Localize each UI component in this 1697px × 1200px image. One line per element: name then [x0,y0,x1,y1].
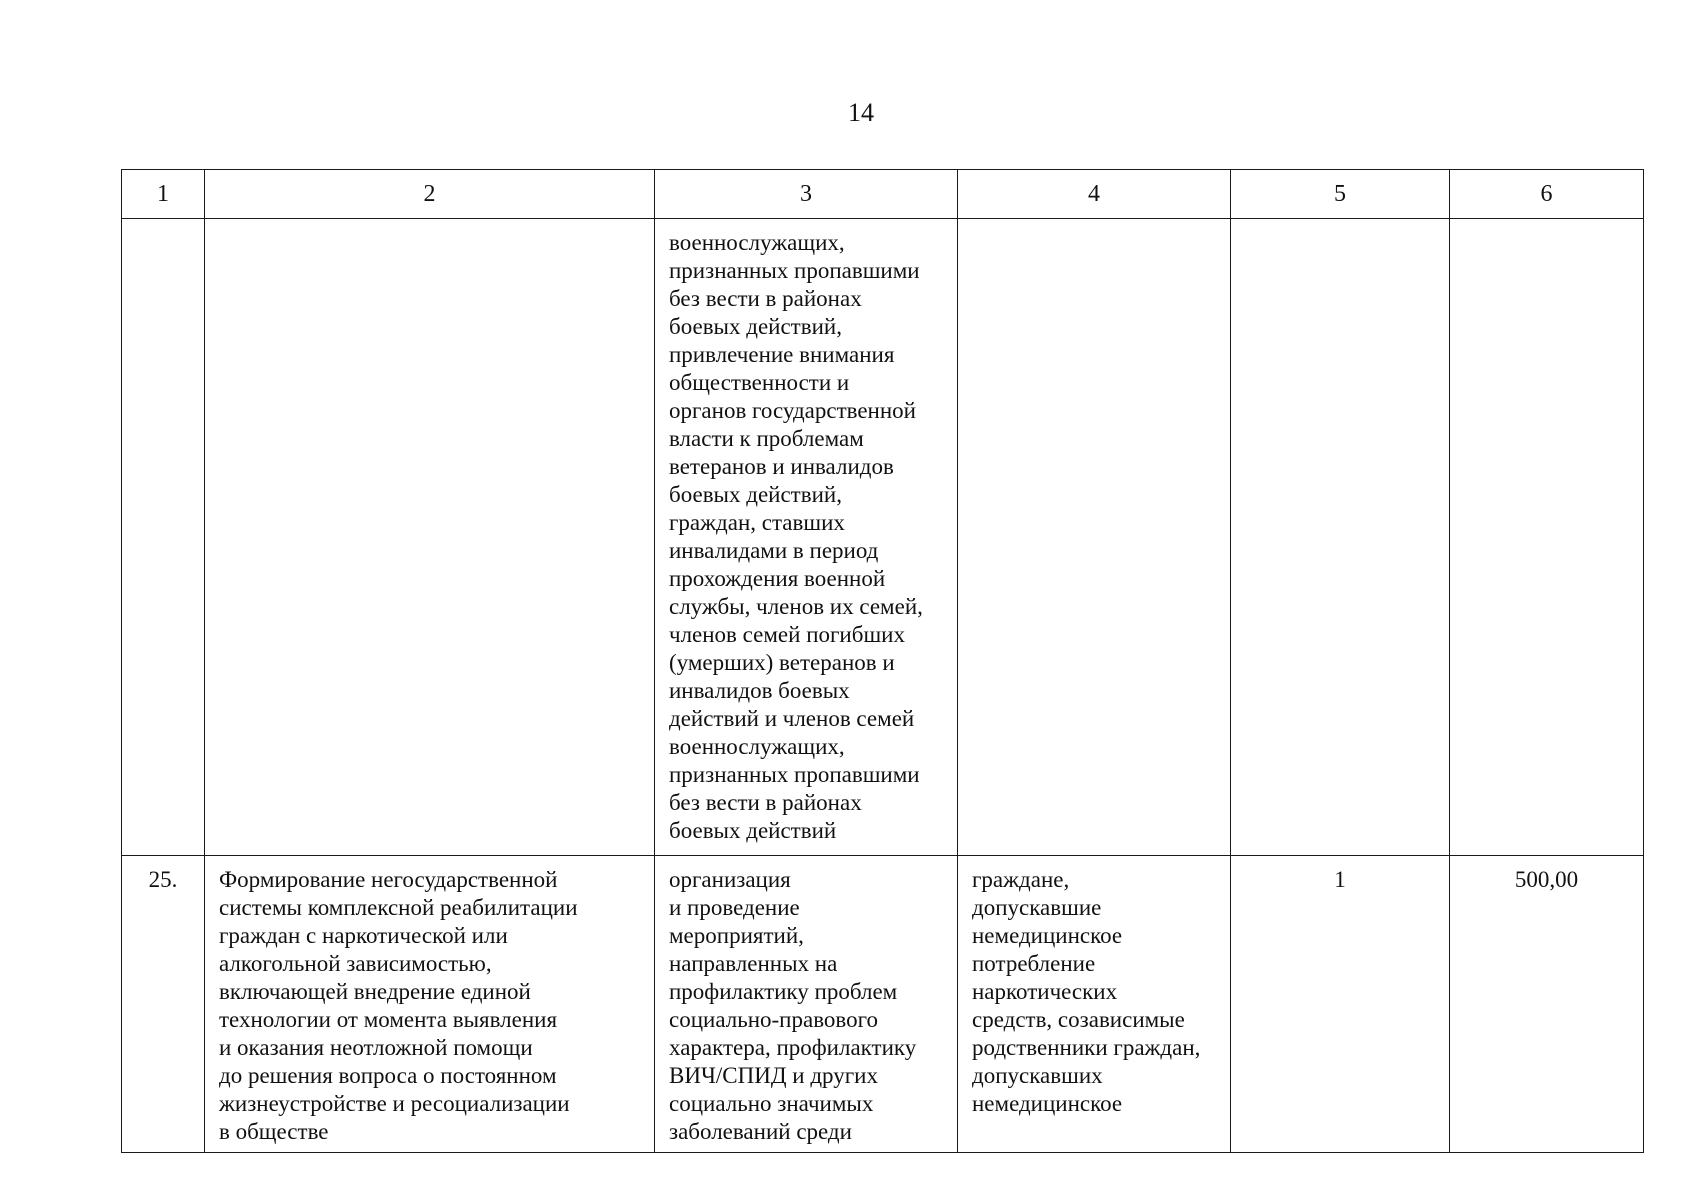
cell-text-line: без вести в районах [669,790,862,815]
cell-text-line: ветеранов и инвалидов [669,454,894,479]
document-table [121,169,1644,1153]
activity-description-cell [655,219,958,856]
cell-text-line: включающей внедрение единой [219,979,531,1004]
cell-text-line: власти к проблемам [669,426,864,451]
cell-text-line: действий и членов семей [669,706,915,731]
cell-text-line: граждане, [972,867,1070,892]
amount-cell: 500,00 [1450,856,1644,1153]
cell-text-line: немедицинское [972,923,1123,948]
cell-text-line: боевых действий [669,818,837,843]
cell-text-line: членов семей погибших [669,622,905,647]
column-number-6: 6 [1450,170,1644,219]
cell-text-line: наркотических [972,979,1118,1004]
cell-text-line: допускавших [972,1063,1103,1088]
cell-text-line: признанных пропавшими [669,258,920,283]
activity-name-cell [205,856,655,1153]
table-header-row [122,170,1644,219]
cell-text-line: заболеваний среди [669,1119,852,1144]
target-group-cell [958,856,1231,1153]
table-row [122,856,1644,1153]
page-number: 14 [848,98,874,127]
cell-text-line: Формирование негосударственной [219,867,558,892]
cell-text-line: граждан с наркотической или [219,923,508,948]
column-number-1: 1 [122,170,205,219]
cell-text-line: (умерших) ветеранов и [669,650,895,675]
cell-text-line: и проведение [669,895,800,920]
cell-text-line: военнослужащих, [669,734,845,759]
cell-text-line: прохождения военной [669,566,886,591]
row-number-cell: 25. [122,856,205,1153]
cell-text-line: допускавшие [972,895,1102,920]
cell-text-line: до решения вопроса о постоянном [219,1063,557,1088]
cell-text-line: без вести в районах [669,286,862,311]
column-number-4: 4 [958,170,1231,219]
cell-text-line: направленных на [669,951,838,976]
cell-text-line: средств, созависимые [972,1007,1185,1032]
cell-text-line: жизнеустройстве и ресоциализации [219,1091,570,1116]
amount-cell [1450,219,1644,856]
cell-text-line: алкогольной зависимостью, [219,951,492,976]
cell-text-line: системы комплексной реабилитации [219,895,578,920]
column-number-5: 5 [1231,170,1450,219]
cell-text-line: мероприятий, [669,923,804,948]
cell-text-line: потребление [972,951,1096,976]
cell-text-line: социально значимых [669,1091,874,1116]
row-number-cell [122,219,205,856]
column-number-2: 2 [205,170,655,219]
cell-text-line: граждан, ставших [669,510,845,535]
column-number-3: 3 [655,170,958,219]
cell-text-line: признанных пропавшими [669,762,920,787]
cell-text-line: профилактику проблем [669,979,898,1004]
quantity-cell: 1 [1231,856,1450,1153]
cell-text-line: ВИЧ/СПИД и других [669,1063,878,1088]
cell-text-line: боевых действий, [669,314,842,339]
cell-text-line: социально-правового [669,1007,878,1032]
cell-text-line: инвалидов боевых [669,678,850,703]
target-group-cell [958,219,1231,856]
cell-text-line: в обществе [219,1119,329,1144]
cell-text-line: инвалидами в период [669,538,879,563]
activity-name-cell [205,219,655,856]
activity-description-cell [655,856,958,1153]
cell-text-line: службы, членов их семей, [669,594,923,619]
cell-text-line: органов государственной [669,398,916,423]
cell-text-line: военнослужащих, [669,230,845,255]
cell-text-line: немедицинское [972,1091,1123,1116]
cell-text-line: привлечение внимания [669,342,895,367]
cell-text-line: организация [669,867,791,892]
cell-text-line: и оказания неотложной помощи [219,1035,533,1060]
table-row [122,219,1644,856]
cell-text-line: технологии от момента выявления [219,1007,558,1032]
cell-text-line: родственники граждан, [972,1035,1201,1060]
cell-text-line: общественности и [669,370,850,395]
cell-text-line: боевых действий, [669,482,842,507]
cell-text-line: характера, профилактику [669,1035,917,1060]
quantity-cell [1231,219,1450,856]
